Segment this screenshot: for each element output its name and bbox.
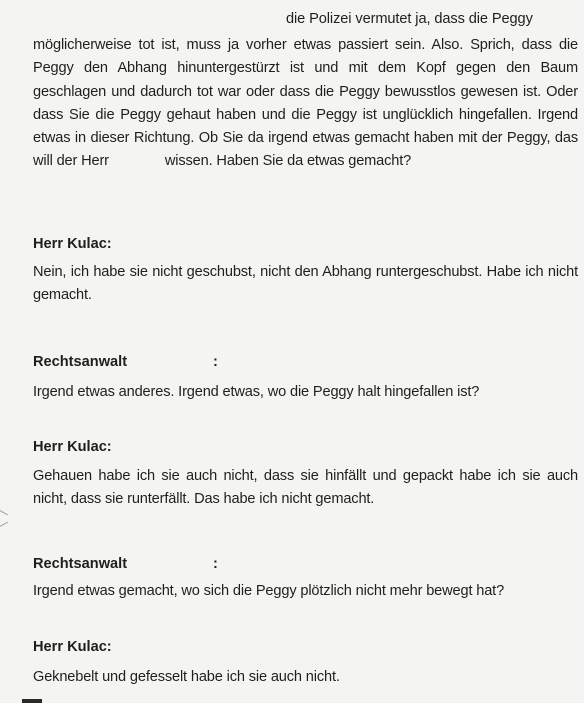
speaker-label: Rechtsanwalt [33, 556, 128, 572]
scan-artifact [0, 510, 8, 515]
speaker-colon: : [213, 354, 218, 370]
scan-artifact [0, 522, 8, 527]
question-line: Irgend etwas anderes. Irgend etwas, wo die Peggy halt hingefallen ist? [33, 384, 480, 400]
answer-paragraph: Nein, ich habe sie nicht geschubst, nicht den Abhang runtergeschubst. Habe ich nicht gemacht. [33, 264, 578, 304]
speaker-label: Rechtsanwalt [33, 354, 128, 370]
paragraph-first-line: die Polizei vermutet ja, dass die Peggy [286, 11, 533, 27]
scan-artifact [22, 699, 42, 703]
paragraph-text-end: wissen. Haben Sie da etwas gemacht? [164, 153, 412, 170]
answer-line: Geknebelt und gefesselt habe ich sie auch nicht. [33, 669, 340, 685]
question-line: Irgend etwas gemacht, wo sich die Peggy plötzlich nicht mehr bewegt hat? [33, 583, 505, 599]
speaker-label: Herr Kulac: [33, 236, 112, 252]
lawyer-question-paragraph [33, 34, 578, 174]
answer-paragraph: Gehauen habe ich sie auch nicht, dass sie hinfällt und gepackt habe ich sie auch nicht, dass sie runterfällt. Das habe ich nicht gemacht. [33, 468, 578, 508]
paragraph-text: möglicherweise tot ist, muss ja vorher etwas passiert sein. Also. Sprich, dass die Peggy den Abhang hinuntergestürzt ist und mit dem Kopf gegen den Baum geschlagen und dadurch tot war oder dass die Peggy bewusstlos gewesen ist. Oder dass Sie die Peggy gehaut haben und die Peggy ist unglücklich hingefallen. Irgend etwas in dieser Richtung. Ob Sie da irgend etwas gemacht haben mit der Peggy, das will der Herr [33, 37, 578, 170]
speaker-label: Herr Kulac: [33, 639, 112, 655]
speaker-colon: : [213, 556, 218, 572]
speaker-label: Herr Kulac: [33, 439, 112, 455]
